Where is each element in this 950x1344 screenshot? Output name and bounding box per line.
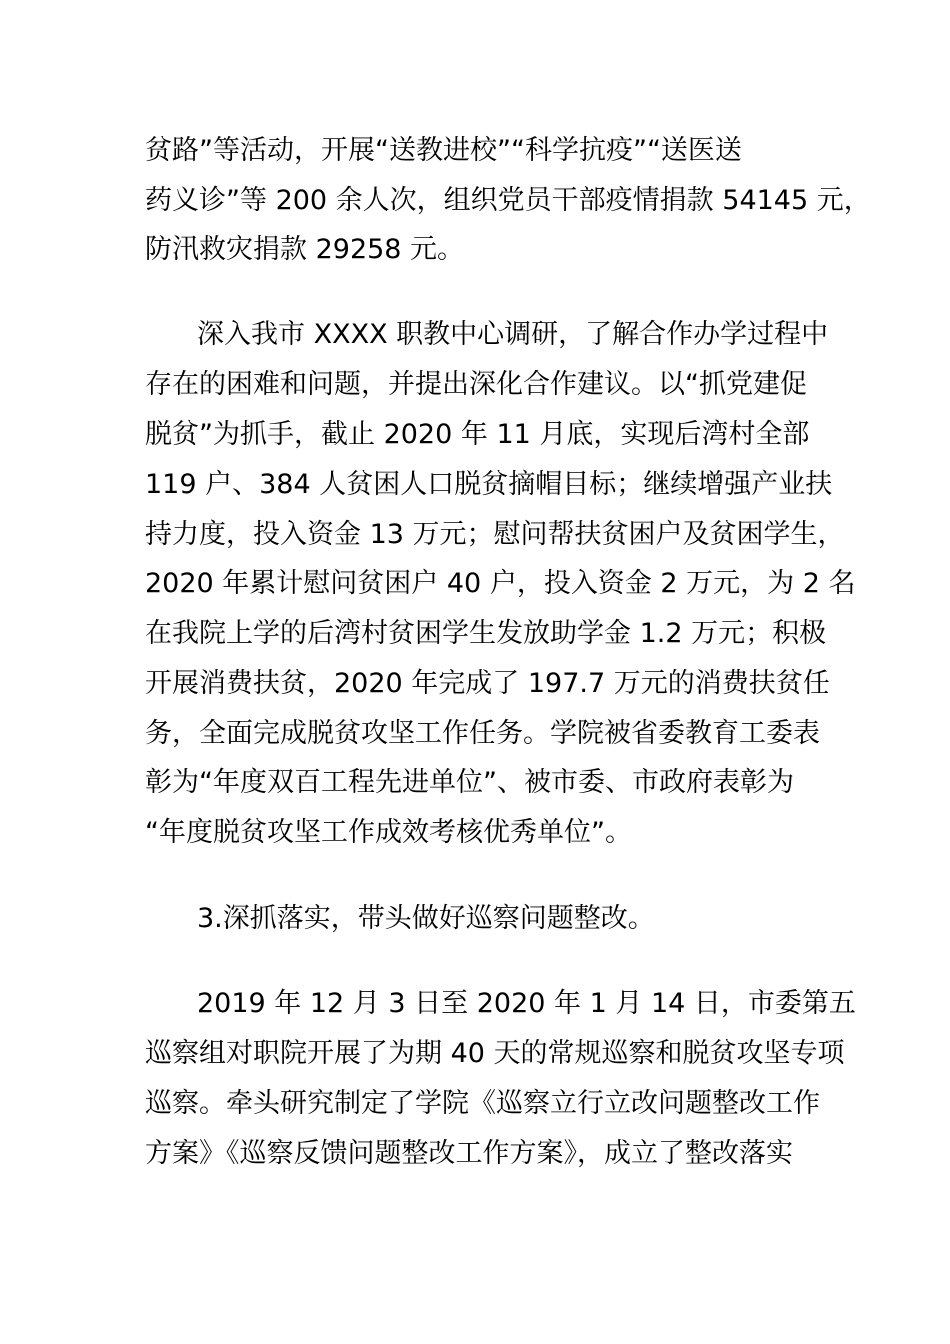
text-line: 开展消费扶贫，2020 年完成了 197.7 万元的消费扶贫任	[145, 668, 830, 699]
text-line: 防汛救灾捐款 29258 元。	[145, 234, 465, 265]
text-line: 脱贫”为抓手，截止 2020 年 11 月底，实现后湾村全部	[145, 419, 810, 450]
text-line: 深入我市 XXXX 职教中心调研，了解合作办学过程中	[197, 319, 829, 350]
text-line: 彰为“年度双百工程先进单位”、被市委、市政府表彰为	[145, 767, 794, 798]
text-line: 药义诊”等 200 余人次，组织党员干部疫情捐款 54145 元，	[145, 185, 871, 216]
text-line: 持力度，投入资金 13 万元；慰问帮扶贫困户及贫困学生，	[145, 519, 845, 550]
text-line: 务，全面完成脱贫攻坚工作任务。学院被省委教育工委表	[145, 718, 820, 749]
text-line: 方案》《巡察反馈问题整改工作方案》，成立了整改落实	[145, 1138, 793, 1169]
section-heading: 3.深抓落实，带头做好巡察问题整改。	[197, 903, 655, 934]
text-line: 存在的困难和问题，并提出深化合作建议。以“抓党建促	[145, 369, 807, 400]
text-line: 119 户、384 人贫困人口脱贫摘帽目标；继续增强产业扶	[145, 469, 833, 500]
text-line: 贫路”等活动，开展“送教进校”“科学抗疫”“送医送	[145, 135, 742, 166]
text-line: 2020 年累计慰问贫困户 40 户，投入资金 2 万元，为 2 名	[145, 568, 856, 599]
text-line: 2019 年 12 月 3 日至 2020 年 1 月 14 日，市委第五	[197, 988, 856, 1019]
text-line: 巡察。牵头研究制定了学院《巡察立行立改问题整改工作	[145, 1088, 820, 1119]
text-line: 在我院上学的后湾村贫困学生发放助学金 1.2 万元；积极	[145, 618, 827, 649]
text-line: 巡察组对职院开展了为期 40 天的常规巡察和脱贫攻坚专项	[145, 1038, 845, 1069]
text-line: “年度脱贫攻坚工作成效考核优秀单位”。	[145, 817, 632, 848]
